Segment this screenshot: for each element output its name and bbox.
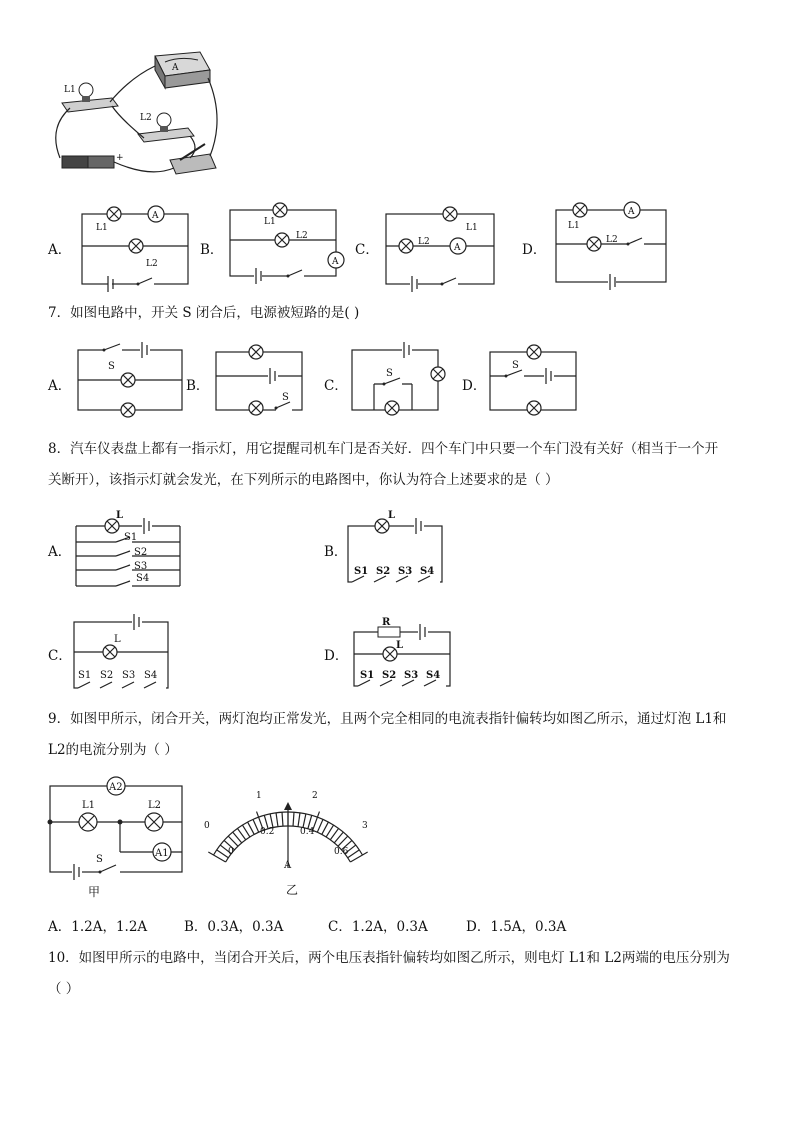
upper-tick-0: 0 [204,821,210,831]
meter-unit: A [284,860,292,871]
meter-tick [242,825,249,837]
s3-label: S3 [398,566,413,577]
q6-option-c-label[interactable]: C． [355,242,379,258]
q7-option-d-label[interactable]: D． [462,378,487,394]
meter-tick [334,832,343,843]
meter-label: A [628,207,635,217]
meter-label: A [152,211,159,221]
q9-answer-c[interactable]: C．1.2A，0.3A [328,919,428,935]
photo-plus-label: + [116,153,124,163]
q6-option-a-circuit[interactable] [82,200,192,290]
lamp1-label: L1 [96,223,108,233]
meter-tick [303,814,306,828]
q8-option-d-circuit[interactable] [354,616,454,690]
l2-label: L2 [148,800,162,811]
meter-label: A [454,243,461,253]
lamp1-label: L1 [466,223,478,233]
s4-label: S4 [426,670,441,681]
meter-tick [330,828,338,839]
q7-option-a-circuit[interactable] [78,342,188,414]
upper-tick-2: 2 [312,791,318,801]
q6-option-b-label[interactable]: B． [200,242,224,258]
q8-option-b-label[interactable]: B． [324,544,348,560]
q8-option-c-label[interactable]: C． [48,648,72,664]
upper-tick-1: 1 [256,791,262,801]
figure-caption-jia: 甲 [88,885,101,899]
meter-tick [298,813,300,827]
lamp-label: L [114,634,121,645]
lamp2-label: L2 [296,231,308,241]
q8-option-d-label[interactable]: D． [324,648,349,664]
switch-row [76,536,180,587]
lamp-label: L [388,510,396,521]
s3-label: S3 [404,670,419,681]
s1-label: S1 [354,566,369,577]
lamp-label: L [116,510,124,521]
meter-tick [237,828,245,839]
meter-tick [233,832,242,843]
q8-option-c-circuit[interactable] [74,612,174,692]
meter-tick [338,836,348,846]
meter-tick [282,812,283,826]
meter-tick [317,819,323,832]
lower-tick-1: 0.2 [260,827,275,837]
meter-label: A [332,257,339,267]
switch-label: S [512,360,519,371]
resistor-label: R [382,617,391,628]
q6-option-b-circuit[interactable] [230,200,350,290]
s4-label: S4 [420,566,435,577]
lamp2-label: L2 [606,235,618,245]
s2-label: S2 [382,670,397,681]
s2-label: S2 [376,566,391,577]
lamp1-label: L1 [568,221,580,231]
q7-option-a-label[interactable]: A． [48,378,72,394]
q6-option-a-label[interactable]: A． [48,242,72,258]
q8-option-b-circuit[interactable] [348,508,448,588]
q9-answer-a[interactable]: A．1.2A，1.2A [48,919,148,935]
s1-label: S1 [360,670,375,681]
meter-tick [228,836,238,846]
meter-tick [293,812,294,826]
meter-tick [270,814,273,828]
meter-tick [326,825,333,837]
meter-tick [248,822,255,834]
q9-question-line1: 9．如图甲所示，闭合开关，两灯泡均正常发光，且两个完全相同的电流表指针偏转均如图乙所示，通过灯泡 L1和 [48,711,727,727]
q8-option-a-label[interactable]: A． [48,544,72,560]
s3-label: S3 [122,670,136,681]
figure-caption-yi: 乙 [286,883,299,897]
l1-label: L1 [82,800,96,811]
a1-label: A1 [155,848,169,859]
q7-question: 7．如图电路中，开关 S 闭合后，电源被短路的是( ) [48,305,360,321]
lower-tick-3: 0.6 [334,847,349,857]
s1-label: S1 [78,670,92,681]
q8-option-a-circuit[interactable] [76,508,186,588]
lamp1-label: L1 [264,217,276,227]
q6-wiring-photo [40,48,230,188]
switch-label: S [108,361,115,372]
q9-figure-jia [50,770,190,898]
meter-tick [276,813,278,827]
lamp-label: L [396,640,404,651]
upper-tick-3: 3 [362,821,368,831]
switch-label: S [386,368,393,379]
lower-tick-2: 0.4 [300,827,315,837]
meter-tick [322,822,329,834]
switch-label: S [282,392,289,403]
s1-label: S1 [124,532,138,543]
lamp2-label: L2 [418,237,430,247]
q8-question-line2: 关断开），该指示灯就会发光，在下列所示的电路图中，你认为符合上述要求的是（ ） [48,472,559,488]
photo-ammeter-label: A [172,63,179,73]
q6-option-c-circuit[interactable] [386,200,501,290]
q7-option-c-label[interactable]: C． [324,378,348,394]
photo-l1-label: L1 [64,85,76,95]
switch-label: S [96,854,103,865]
q8-question-line1: 8．汽车仪表盘上都有一指示灯，用它提醒司机车门是否关好．四个车门中只要一个车门没有关好（相当于一个开 [48,441,719,457]
meter-tick [253,819,259,832]
q9-answer-b[interactable]: B．0.3A，0.3A [184,919,284,935]
q10-question-line2: （ ） [48,981,80,997]
q7-option-b-circuit[interactable] [216,342,316,414]
meter-tick [217,850,229,858]
s3-label: S3 [134,561,148,572]
q6-option-d-label[interactable]: D． [522,242,547,258]
q7-option-c-circuit[interactable] [352,342,452,414]
s2-label: S2 [134,547,148,558]
q10-question-line1: 10．如图甲所示的电路中，当闭合开关后，两个电压表指针偏转均如图乙所示，则电灯 L1和 L2两端的电压分别为 [48,950,730,966]
q7-option-b-label[interactable]: B． [186,378,210,394]
lamp2-label: L2 [146,259,158,269]
s2-label: S2 [100,670,114,681]
q6-option-d-circuit[interactable] [556,200,671,290]
q9-question-line2: L2的电流分别为（ ） [48,742,178,758]
a2-label: A2 [109,782,123,793]
q9-figure-yi-meter [202,778,374,898]
s4-label: S4 [136,573,150,584]
meter-tick [348,850,360,858]
lower-tick-0: 0 [228,847,234,857]
q7-option-d-circuit[interactable] [490,342,590,414]
photo-l2-label: L2 [140,113,152,123]
s4-label: S4 [144,670,158,681]
q9-answer-d[interactable]: D．1.5A，0.3A [466,919,567,935]
